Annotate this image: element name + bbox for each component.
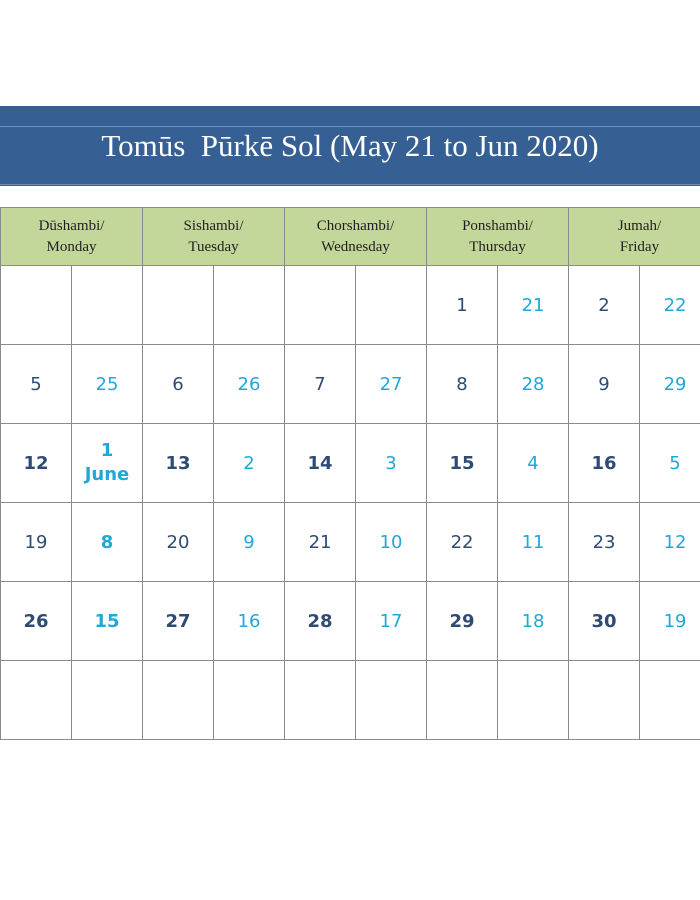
weekday-local-name: Jumah/ bbox=[617, 217, 662, 234]
gregorian-day-cell: 9 bbox=[214, 503, 285, 582]
local-day-cell: 27 bbox=[143, 582, 214, 661]
weekday-local-name: Sishambi/ bbox=[183, 217, 244, 234]
gregorian-day-cell: 19 bbox=[640, 582, 700, 661]
weekday-local-name: Chorshambi/ bbox=[316, 217, 395, 234]
local-day-cell: 6 bbox=[143, 345, 214, 424]
weekday-english-name: Monday bbox=[46, 238, 97, 255]
gregorian-day-cell bbox=[72, 266, 143, 345]
gregorian-day-cell bbox=[356, 266, 427, 345]
gregorian-day-cell: 11 bbox=[498, 503, 569, 582]
gregorian-day-cell: 8 bbox=[72, 503, 143, 582]
local-day-cell bbox=[569, 661, 640, 740]
week-row-3 bbox=[1, 424, 700, 503]
local-day-cell: 26 bbox=[1, 582, 72, 661]
month-label: June bbox=[84, 464, 130, 485]
gregorian-day-cell bbox=[214, 266, 285, 345]
gregorian-day-cell bbox=[72, 661, 143, 740]
weekday-header-row bbox=[1, 208, 700, 266]
gregorian-day-cell: 26 bbox=[214, 345, 285, 424]
gregorian-day-cell: 29 bbox=[640, 345, 700, 424]
gregorian-day-cell: 27 bbox=[356, 345, 427, 424]
gregorian-day-cell: 2 bbox=[214, 424, 285, 503]
local-day-cell: 21 bbox=[285, 503, 356, 582]
local-day-cell: 22 bbox=[427, 503, 498, 582]
weekday-english-name: Tuesday bbox=[188, 238, 239, 255]
gregorian-day-cell: 22 bbox=[640, 266, 700, 345]
local-day-cell bbox=[1, 266, 72, 345]
gregorian-day-cell: 16 bbox=[214, 582, 285, 661]
gregorian-day-cell bbox=[498, 661, 569, 740]
gregorian-day-cell: 4 bbox=[498, 424, 569, 503]
weekday-english-name: Wednesday bbox=[321, 238, 390, 255]
local-day-cell: 23 bbox=[569, 503, 640, 582]
gregorian-day-cell bbox=[72, 424, 143, 503]
gregorian-day-cell bbox=[640, 661, 700, 740]
local-day-cell bbox=[1, 661, 72, 740]
weekday-header-wednesday bbox=[285, 208, 427, 266]
gregorian-day-cell: 3 bbox=[356, 424, 427, 503]
gregorian-day-cell: 21 bbox=[498, 266, 569, 345]
gregorian-day-cell: 15 bbox=[72, 582, 143, 661]
gregorian-day-cell bbox=[356, 661, 427, 740]
local-day-cell: 29 bbox=[427, 582, 498, 661]
gregorian-day-cell: 17 bbox=[356, 582, 427, 661]
weekday-header-monday bbox=[1, 208, 143, 266]
weekday-header-friday bbox=[569, 208, 700, 266]
gregorian-day-cell: 18 bbox=[498, 582, 569, 661]
local-day-cell: 9 bbox=[569, 345, 640, 424]
local-day-cell bbox=[285, 266, 356, 345]
gregorian-day-cell: 28 bbox=[498, 345, 569, 424]
local-day-cell: 12 bbox=[1, 424, 72, 503]
week-row-6 bbox=[1, 661, 700, 740]
local-day-cell bbox=[285, 661, 356, 740]
local-day-cell: 8 bbox=[427, 345, 498, 424]
local-day-cell: 2 bbox=[569, 266, 640, 345]
gregorian-day-cell: 12 bbox=[640, 503, 700, 582]
weekday-header-thursday bbox=[427, 208, 569, 266]
weekday-local-name: Ponshambi/ bbox=[462, 217, 533, 234]
local-day-cell: 7 bbox=[285, 345, 356, 424]
gregorian-day-cell: 10 bbox=[356, 503, 427, 582]
gregorian-day-number: 1 bbox=[100, 440, 114, 461]
local-day-cell bbox=[143, 661, 214, 740]
local-day-cell: 28 bbox=[285, 582, 356, 661]
local-day-cell: 19 bbox=[1, 503, 72, 582]
local-day-cell: 15 bbox=[427, 424, 498, 503]
local-day-cell: 20 bbox=[143, 503, 214, 582]
weekday-english-name: Friday bbox=[619, 238, 660, 255]
gregorian-day-cell bbox=[214, 661, 285, 740]
gregorian-day-cell: 25 bbox=[72, 345, 143, 424]
local-day-cell: 1 bbox=[427, 266, 498, 345]
local-day-cell: 30 bbox=[569, 582, 640, 661]
gregorian-day-cell: 5 bbox=[640, 424, 700, 503]
local-day-cell: 16 bbox=[569, 424, 640, 503]
week-row-5 bbox=[1, 582, 700, 661]
week-row-4 bbox=[1, 503, 700, 582]
week-row-1 bbox=[1, 266, 700, 345]
local-day-cell: 14 bbox=[285, 424, 356, 503]
calendar-title: Tomūs Pūrkē Sol (May 21 to Jun 2020) bbox=[101, 128, 599, 163]
weekday-english-name: Thursday bbox=[469, 238, 526, 255]
calendar-grid bbox=[0, 207, 700, 740]
local-day-cell bbox=[143, 266, 214, 345]
weekday-header-tuesday bbox=[143, 208, 285, 266]
local-day-cell: 13 bbox=[143, 424, 214, 503]
week-row-2 bbox=[1, 345, 700, 424]
weekday-local-name: Dūshambi/ bbox=[38, 217, 105, 234]
local-day-cell: 5 bbox=[1, 345, 72, 424]
local-day-cell bbox=[427, 661, 498, 740]
title-banner bbox=[0, 106, 700, 186]
